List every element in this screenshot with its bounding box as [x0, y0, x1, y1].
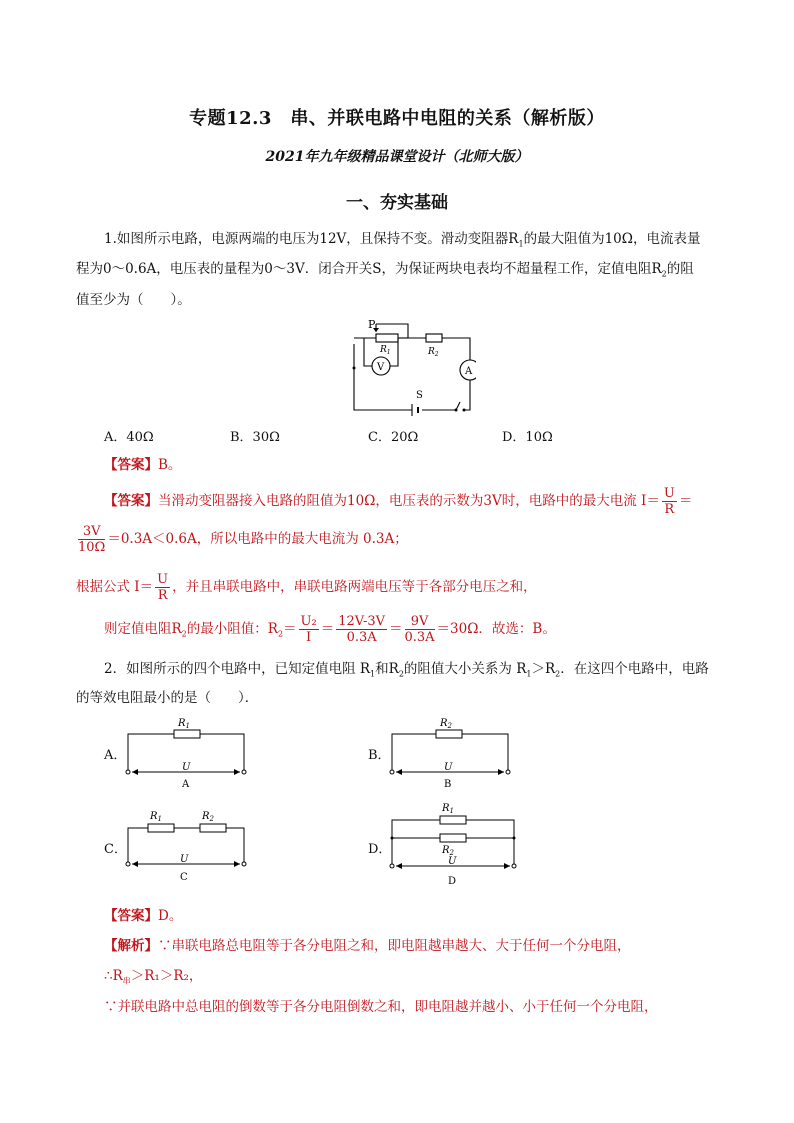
circuit-c-diagram	[122, 804, 252, 886]
section-heading: 一、夯实基础	[346, 193, 448, 213]
circuit-a-label: A．	[104, 748, 127, 763]
voltmeter-label: V	[377, 362, 385, 373]
svg-text:U: U	[182, 762, 191, 773]
q1-analysis-line2: $\frac{3V}{10\Omega}$ ＝0.3A＜0.6A，所以电路中的最大电流为 0.3A；	[78, 524, 408, 555]
svg-text:R2: $R_2$	[428, 347, 439, 358]
q1-option-a: A．40Ω	[104, 430, 154, 445]
q2-analysis-line1: 【解析】∵串联电路总电阻等于各分电阻之和，即电阻越串越大、大于任何一个分电阻，	[104, 938, 631, 954]
q1-line2: 程为0～0.6A，电压表的量程为0～3V．闭合开关S，为保证两块电表均不超量程工作，定值电阻$R_2$的阻	[76, 261, 694, 279]
svg-text:R2: $R_2$	[202, 811, 214, 823]
circuit-b-diagram	[386, 712, 516, 794]
circuit-d-label: D．	[368, 842, 392, 857]
svg-text:C: C	[180, 872, 188, 883]
svg-text:U: U	[180, 854, 189, 865]
q2-answer: 【答案】D。	[104, 908, 183, 924]
svg-text:A: A	[182, 779, 190, 790]
q1-option-d: D．10Ω	[502, 430, 553, 445]
q1-option-b: B．30Ω	[230, 430, 280, 445]
q1-circuit-diagram	[346, 316, 476, 416]
svg-text:R1: $R_1$	[442, 803, 454, 815]
p-label: P	[368, 318, 376, 331]
circuit-d-diagram	[386, 796, 520, 890]
page-subtitle: 2021年九年级精品课堂设计（北师大版）	[265, 149, 529, 165]
svg-text:R1: $R_1$	[150, 811, 162, 823]
svg-text:B: B	[444, 779, 452, 790]
svg-text:R2: $R_2$	[440, 718, 452, 730]
svg-text:D: D	[448, 876, 457, 887]
q2-line2: 的等效电阻最小的是（ ）．	[76, 690, 259, 706]
circuit-c-label: C．	[104, 842, 127, 857]
svg-text:R2: $R_2$	[442, 845, 454, 857]
page-title: 专题12.3 串、并联电路中电阻的关系（解析版）	[189, 108, 605, 129]
q1-option-c: C．20Ω	[368, 430, 419, 445]
q1-analysis-line1: 【答案】当滑动变阻器接入电路的阻值为10Ω，电压表的示数为3V时，电路中的最大电流 I＝ $\frac{U}{R}$ ＝	[104, 486, 693, 517]
q1-answer: 【答案】B。	[104, 457, 182, 473]
q1-line3: 值至少为（ ）。	[76, 292, 191, 308]
svg-text:U: U	[444, 762, 453, 773]
q1-line1: 1.如图所示电路，电源两端的电压为12V，且保持不变。滑动变阻器$R_1$的最大阻值为10Ω，电流表量	[104, 231, 701, 249]
q1-analysis-line4: 则定值电阻$R_2$的最小阻值：$R_2=$ $\frac{\text{U₂}}{I}$ ＝ $\frac{12V-3V}{0.3A}$ ＝ $\frac{9V}{0.3A}$ ＝30Ω．故选：B。	[104, 614, 556, 645]
ammeter-label: A	[465, 366, 473, 377]
q2-line1: 2．如图所示的四个电路中，已知定值电阻 $R_1$和$R_2$的阻值大小关系为 $R_1>R_2$．在这四个电路中，电路	[104, 661, 709, 679]
svg-text:R1: $R_1$	[178, 718, 190, 730]
circuit-b-label: B．	[368, 748, 391, 763]
q2-analysis-line3: ∵并联电路中总电阻的倒数等于各分电阻倒数之和，即电阻越并越小、小于任何一个分电阻，	[104, 999, 658, 1015]
switch-label: S	[416, 390, 423, 401]
svg-text:R1: $R_1$	[380, 345, 391, 356]
q1-analysis-line3: 根据公式 I＝ $\frac{U}{R}$ ，并且串联电路中，串联电路两端电压等于各部分电压之和，	[76, 572, 537, 603]
q2-analysis-line2: $\therefore R_串>R_1>R_2$，	[104, 968, 203, 986]
circuit-a-diagram	[122, 712, 252, 794]
svg-text:U: U	[448, 856, 457, 867]
